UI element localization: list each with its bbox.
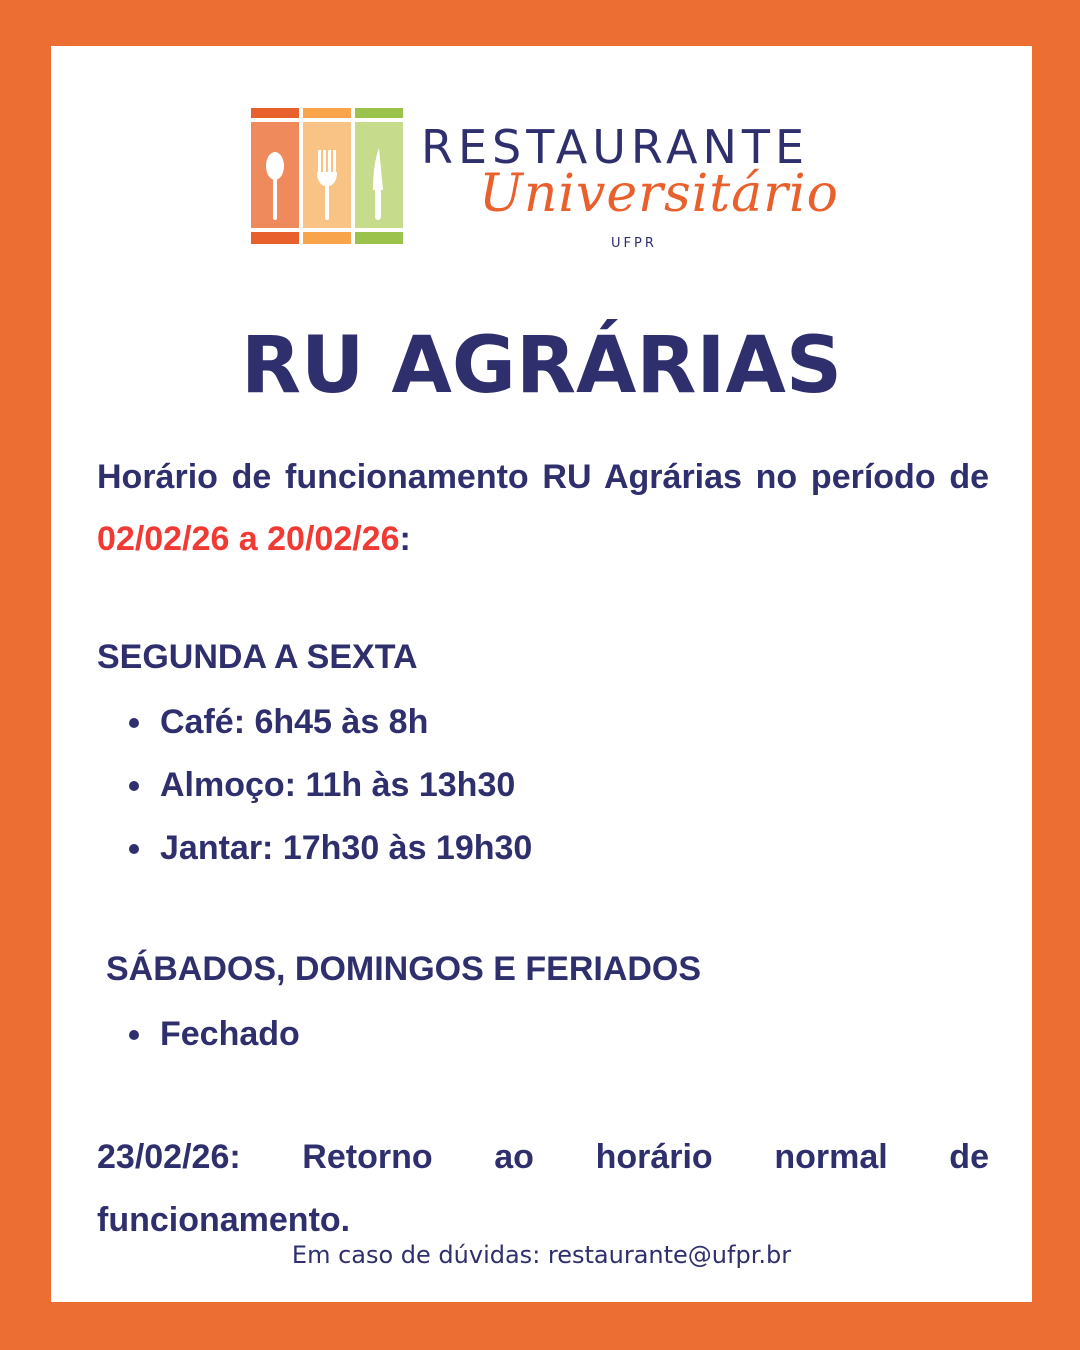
weekdays-list [129,691,532,880]
bullet-icon [129,781,139,791]
list-item [129,691,532,754]
return-notice-line1 [97,1126,989,1189]
list-item [129,754,532,817]
logo-ufpr-text: UFPR [611,236,657,251]
weekends-heading: SÁBADOS, DOMINGOS E FERIADOS [106,950,702,988]
page-title: RU AGRÁRIAS [241,321,842,411]
intro-text: Horário de funcionamento RU Agrárias no período de [97,458,989,496]
return-word: horário [595,1138,713,1176]
restaurant-logo-icon [251,108,403,244]
logo-universitario-text: Universitário [479,164,839,224]
return-date: 23/02/26: [97,1138,241,1176]
weekdays-heading: SEGUNDA A SEXTA [97,638,418,676]
list-item [129,1003,300,1066]
contact-footer: Em caso de dúvidas: restaurante@ufpr.br [291,1241,792,1269]
weekends-list [129,1003,300,1066]
bullet-icon [129,718,139,728]
return-word: de [949,1138,989,1176]
list-item [129,817,532,880]
return-notice [97,1126,989,1252]
date-range: 02/02/26 a 20/02/26 [97,520,400,558]
schedule-closed: Fechado [160,1015,300,1053]
poster-card [51,46,1032,1302]
logo-restaurante-text: RESTAURANTE [421,120,810,174]
bullet-icon [129,1030,139,1040]
return-word: Retorno [302,1138,433,1176]
schedule-cafe: Café: 6h45 às 8h [160,703,429,741]
return-word: ao [494,1138,534,1176]
schedule-jantar: Jantar: 17h30 às 19h30 [160,829,533,867]
return-word: normal [774,1138,888,1176]
schedule-almoco: Almoço: 11h às 13h30 [160,766,516,804]
intro-paragraph [97,446,989,570]
bullet-icon [129,844,139,854]
return-notice-line2: funcionamento. [97,1201,351,1239]
intro-colon: : [399,520,411,558]
